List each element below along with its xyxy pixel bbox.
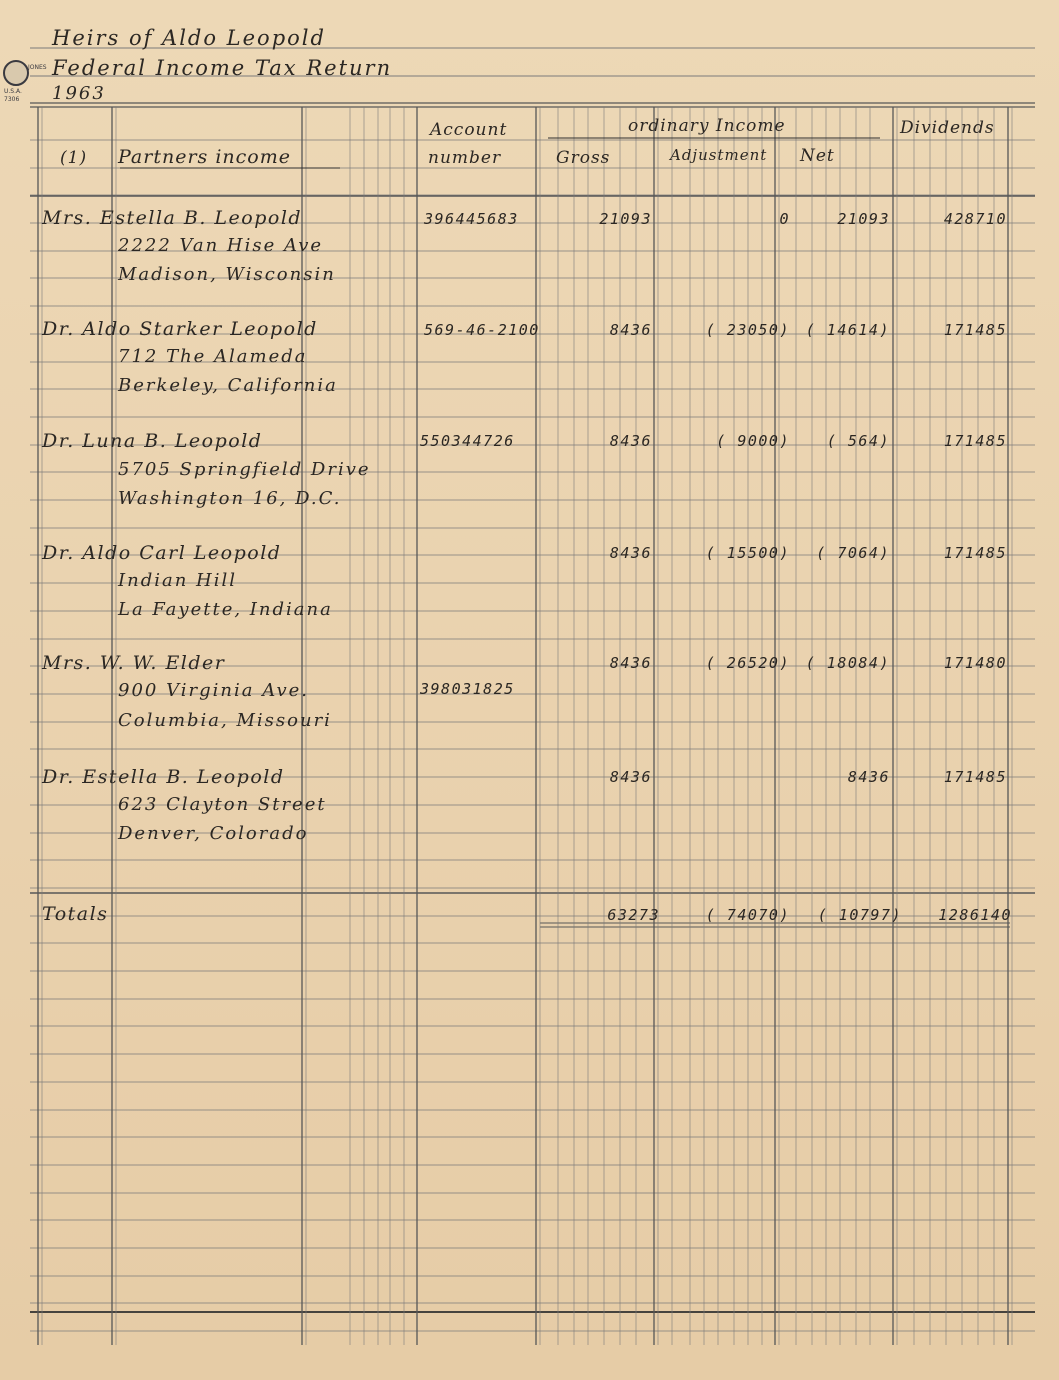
partner-account-number: 398031825 [420,680,515,698]
totals-gross: 63273 [607,906,660,924]
partner-name: Mrs. Estella B. Leopold [42,207,303,229]
partner-name: Dr. Aldo Starker Leopold [42,318,318,340]
partner-address-line-1: 623 Clayton Street [118,794,327,815]
header-net: Net [800,146,835,166]
partner-account-number: 550344726 [420,432,515,450]
partner-address-line-1: Indian Hill [118,570,237,591]
partner-dividends: 171485 [943,432,1007,450]
header-account-line-1: Account [430,120,508,140]
title-year: 1963 [52,83,106,104]
totals-adjustment: ( 74070) [705,906,790,924]
partner-address-line-2: La Fayette, Indiana [118,599,333,620]
header-section-number: (1) [60,148,88,168]
header-adjustment: Adjustment [670,146,768,164]
partner-name: Dr. Aldo Carl Leopold [42,542,282,564]
partner-net: 8436 [847,768,890,786]
partner-gross: 8436 [609,321,652,339]
partner-net: ( 7064) [816,544,890,562]
header-account-line-2: number [428,148,502,168]
partner-address-line-1: 5705 Springfield Drive [118,459,371,480]
partner-dividends: 171485 [943,544,1007,562]
partner-adjustment: ( 9000) [716,432,790,450]
partner-address-line-2: Madison, Wisconsin [118,264,336,285]
partner-address-line-1: 712 The Alameda [118,346,308,367]
partner-account-number: 396445683 [424,210,519,228]
partner-dividends: 171480 [943,654,1007,672]
title-line-1: Heirs of Aldo Leopold [52,26,326,50]
partner-account-number: 569-46-2100 [424,321,540,339]
partner-gross: 8436 [609,544,652,562]
stationery-logo-icon [3,60,29,86]
partner-net: 21093 [837,210,890,228]
header-partners-income: Partners income [118,146,291,168]
stationery-form-number: 7306 [4,96,20,103]
partner-address-line-2: Denver, Colorado [118,823,309,844]
partner-address-line-1: 2222 Van Hise Ave [118,235,324,256]
partner-net: ( 14614) [805,321,890,339]
stationery-brand: JONES [28,64,47,71]
partner-name: Dr. Luna B. Leopold [42,430,263,452]
totals-net: ( 10797) [817,906,902,924]
partner-gross: 21093 [599,210,652,228]
partner-adjustment: ( 15500) [705,544,790,562]
partner-gross: 8436 [609,768,652,786]
partner-dividends: 428710 [943,210,1007,228]
partner-gross: 8436 [609,654,652,672]
partner-adjustment: ( 23050) [705,321,790,339]
partner-address-line-2: Columbia, Missouri [118,710,332,731]
partner-dividends: 171485 [943,768,1007,786]
header-ordinary-income: ordinary Income [628,116,786,136]
header-gross: Gross [556,148,611,168]
header-dividends: Dividends [900,118,995,138]
stationery-country: U.S.A. [4,88,22,95]
partner-adjustment: 0 [779,210,790,228]
title-line-2: Federal Income Tax Return [52,56,393,80]
totals-label: Totals [42,903,109,925]
partner-gross: 8436 [609,432,652,450]
partner-net: ( 18084) [805,654,890,672]
partner-address-line-2: Washington 16, D.C. [118,488,342,509]
partner-dividends: 171485 [943,321,1007,339]
partner-name: Dr. Estella B. Leopold [42,766,285,788]
partner-adjustment: ( 26520) [705,654,790,672]
partner-address-line-1: 900 Virginia Ave. [118,680,310,701]
partner-net: ( 564) [826,432,890,450]
totals-dividends: 1286140 [938,906,1012,924]
partner-name: Mrs. W. W. Elder [42,652,226,674]
partner-address-line-2: Berkeley, California [118,375,338,396]
